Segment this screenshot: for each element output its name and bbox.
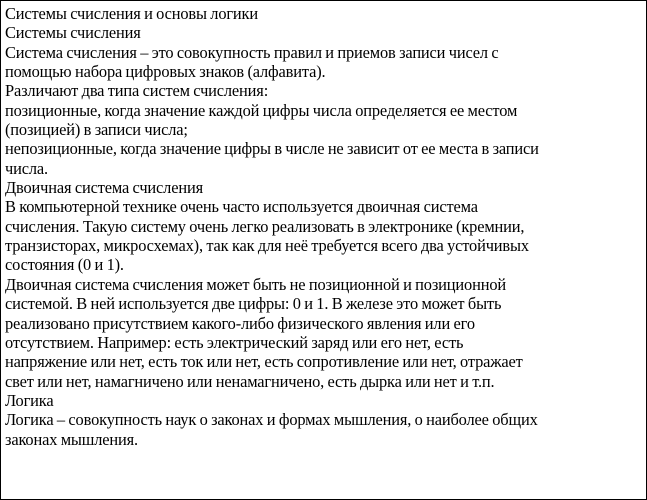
text-line: Система счисления – это совокупность правил и приемов записи чисел с [5, 42, 499, 62]
paragraph-types-intro: Различают два типа систем счисления: [5, 81, 269, 101]
section-heading-logic: Логика [5, 390, 54, 410]
document-body [5, 4, 643, 449]
text-line: В компьютерной технике очень часто используется двоичная система [5, 197, 478, 217]
text-line: (позицией) в записи числа; [5, 120, 188, 140]
text-line: отсутствием. Например: есть электрический заряд или его нет, есть [5, 332, 464, 352]
text-line: транзисторах, микросхемах), так как для неё требуется всего два устойчивых [5, 236, 529, 256]
text-line: законах мышления. [5, 429, 139, 449]
text-line: системой. В ней используется две цифры: 0 и 1. В железе это может быть [5, 294, 502, 314]
text-line: помощью набора цифровых знаков (алфавита). [5, 62, 326, 82]
paragraph-positional [5, 101, 643, 140]
section-heading-binary-system: Двоичная система счисления [5, 178, 203, 198]
text-line: непозиционные, когда значение цифры в числе не зависит от ее места в записи [5, 139, 539, 159]
text-line: позиционные, когда значение каждой цифры числа определяется ее местом [5, 100, 518, 120]
document-title: Системы счисления и основы логики [5, 4, 258, 23]
text-line: напряжение или нет, есть ток или нет, есть сопротивление или нет, отражает [5, 352, 523, 372]
text-line: состояния (0 и 1). [5, 255, 124, 275]
section-heading-number-systems: Системы счисления [5, 23, 141, 43]
text-line: числа. [5, 158, 48, 178]
text-line: реализовано присутствием какого-либо физического явления или его [5, 313, 475, 333]
text-line: Двоичная система счисления может быть не позиционной и позиционной [5, 274, 506, 294]
text-line: Логика – совокупность наук о законах и формах мышления, о наиболее общих [5, 410, 538, 430]
paragraph-logic-definition [5, 410, 643, 449]
paragraph-definition [5, 43, 643, 82]
paragraph-binary-usage [5, 197, 643, 274]
text-line: свет или нет, намагничено или ненамагничено, есть дырка или нет и т.п. [5, 371, 495, 391]
paragraph-binary-examples [5, 275, 643, 391]
text-line: счисления. Такую систему очень легко реализовать в электронике (кремнии, [5, 216, 525, 236]
paragraph-nonpositional [5, 139, 643, 178]
